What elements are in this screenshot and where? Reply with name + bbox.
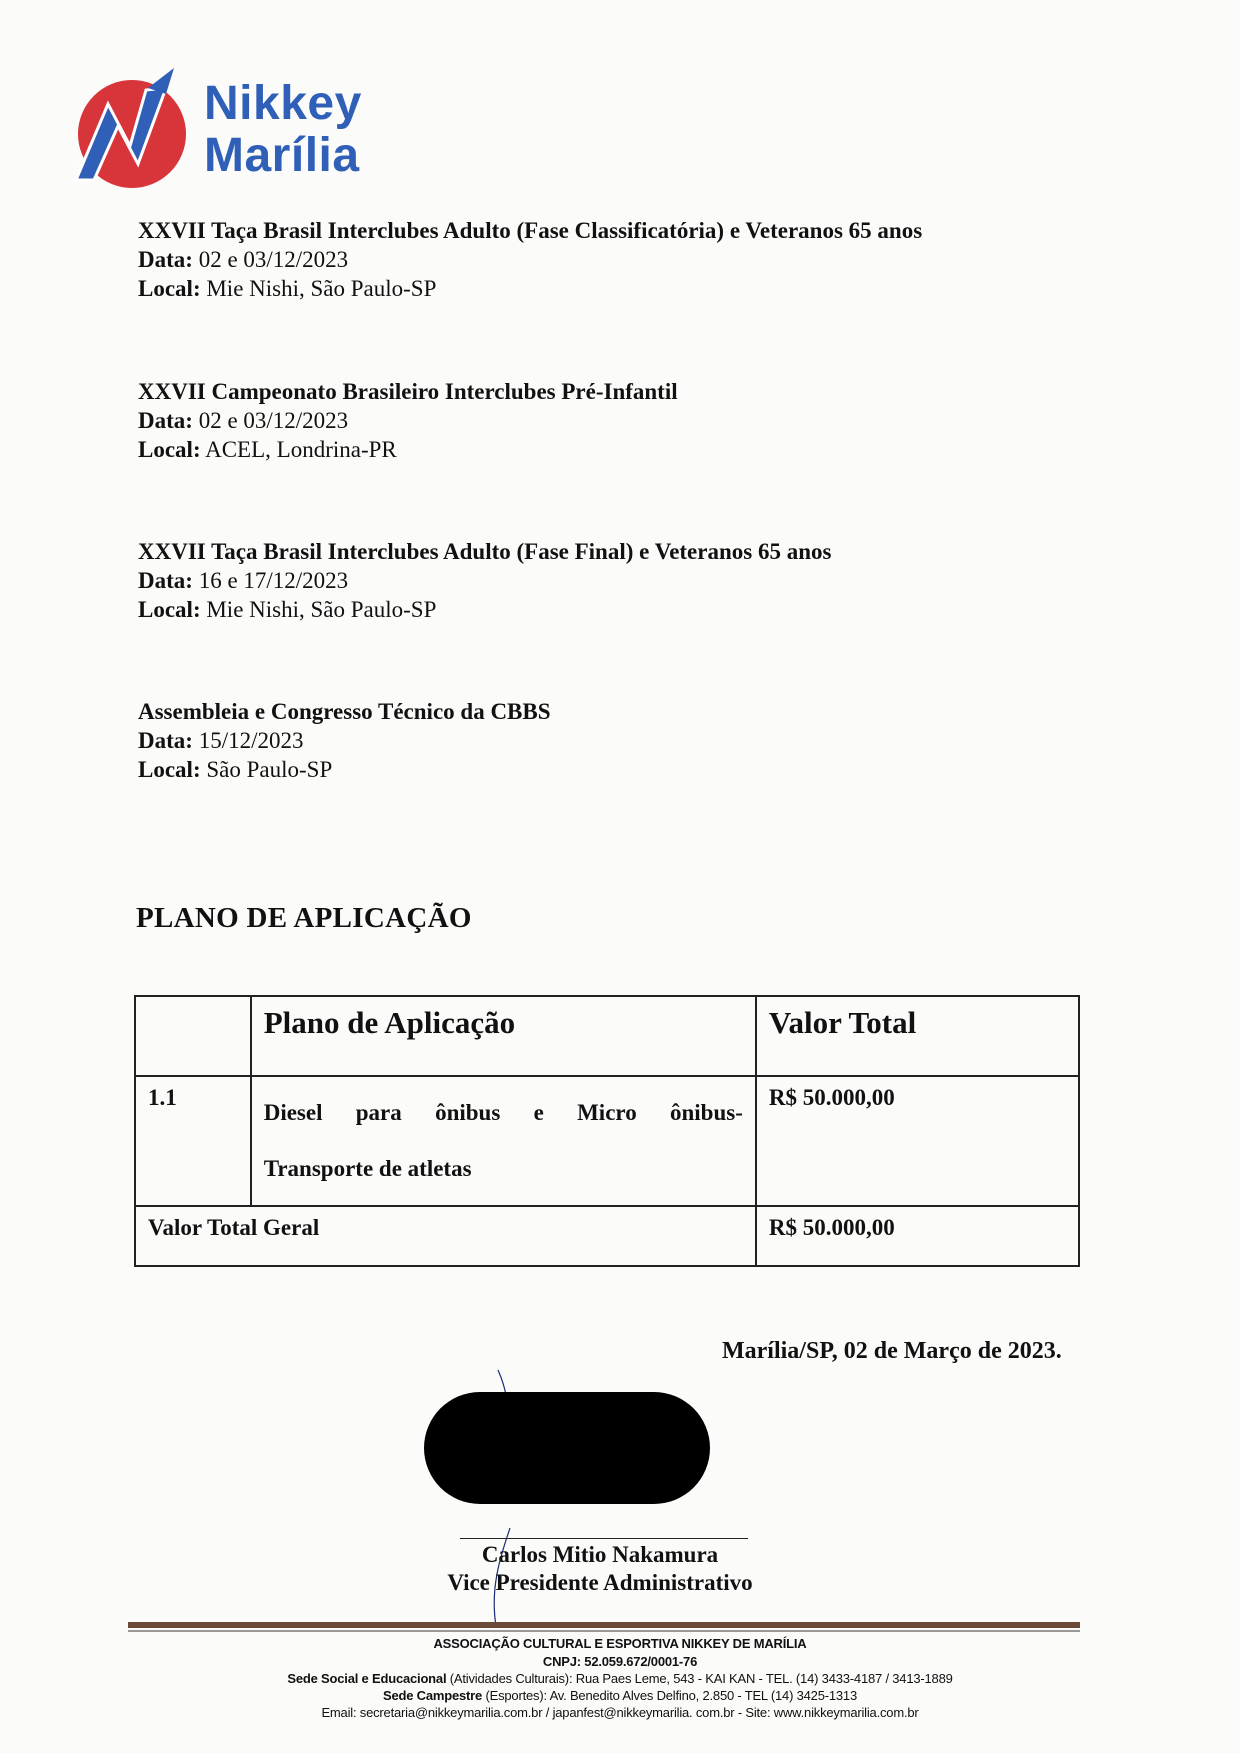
desc-word: e (533, 1100, 544, 1125)
signer-name: Carlos Mitio Nakamura (481, 1542, 719, 1567)
desc-word: Diesel (263, 1100, 323, 1125)
item-description (251, 1076, 756, 1206)
event-block (138, 377, 678, 464)
header-cell-plan: Plano de Aplicação (251, 996, 756, 1076)
event-date: 16 e 17/12/2023 (198, 568, 349, 593)
footer-divider (128, 1622, 1080, 1628)
data-label: Data: (138, 408, 193, 433)
logo-emblem-icon (70, 68, 200, 198)
desc-word: para (355, 1100, 402, 1125)
item-number: 1.1 (135, 1076, 251, 1206)
signature-line (460, 1538, 748, 1539)
event-date: 15/12/2023 (198, 728, 304, 753)
data-label: Data: (138, 568, 193, 593)
description-line-2: Transporte de atletas (263, 1156, 472, 1181)
local-label: Local: (138, 757, 201, 782)
total-value: R$ 50.000,00 (756, 1206, 1079, 1266)
footer-divider-thin (128, 1630, 1080, 1632)
local-label: Local: (138, 276, 201, 301)
table-total-row (135, 1206, 1079, 1266)
sede-campestre-label: Sede Campestre (382, 1688, 483, 1703)
local-label: Local: (138, 437, 201, 462)
event-block (138, 537, 831, 624)
total-label: Valor Total Geral (135, 1206, 756, 1266)
redacted-signature (424, 1392, 710, 1504)
desc-word: ônibus (435, 1100, 501, 1125)
item-value: R$ 50.000,00 (756, 1076, 1079, 1206)
header-cell-value: Valor Total (756, 996, 1079, 1076)
event-location: ACEL, Londrina-PR (205, 437, 397, 462)
event-location: Mie Nishi, São Paulo-SP (206, 276, 437, 301)
event-title: Assembleia e Congresso Técnico da CBBS (138, 699, 551, 724)
event-date: 02 e 03/12/2023 (198, 247, 349, 272)
table-header-row (135, 996, 1079, 1076)
date-place: Marília/SP, 02 de Março de 2023. (722, 1338, 1062, 1364)
sede-social-text: (Atividades Culturais): Rua Paes Leme, 543 - KAI KAN - TEL. (14) 3433-4187 / 3413-1889 (449, 1671, 953, 1686)
footer-contact: Email: secretaria@nikkeymarilia.com.br / japanfest@nikkeymarilia. com.br - Site: www.nikkeymarilia.com.br (321, 1705, 919, 1720)
nikkey-marilia-logo (70, 68, 390, 198)
signer-role: Vice Presidente Administrativo (447, 1570, 753, 1595)
header-cell-empty (135, 996, 251, 1076)
table-row (135, 1076, 1079, 1206)
event-block (138, 697, 551, 784)
logo-word-marilia: Marília (204, 129, 360, 182)
desc-word: ônibus- (670, 1100, 743, 1125)
sede-social-label: Sede Social e Educacional (287, 1671, 447, 1686)
footer-sede-campestre (0, 1688, 1240, 1703)
event-location: Mie Nishi, São Paulo-SP (206, 597, 437, 622)
event-location: São Paulo-SP (206, 757, 333, 782)
local-label: Local: (138, 597, 201, 622)
footer-org-name: ASSOCIAÇÃO CULTURAL E ESPORTIVA NIKKEY DE MARÍLIA (433, 1636, 807, 1651)
event-date: 02 e 03/12/2023 (198, 408, 349, 433)
event-title: XXVII Taça Brasil Interclubes Adulto (Fase Classificatória) e Veteranos 65 anos (138, 218, 923, 243)
sede-campestre-text: (Esportes): Av. Benedito Alves Delfino, 2.850 - TEL (14) 3425-1313 (485, 1688, 857, 1703)
plan-heading: PLANO DE APLICAÇÃO (136, 902, 472, 934)
footer-cnpj: CNPJ: 52.059.672/0001-76 (542, 1654, 698, 1669)
plan-table (134, 995, 1080, 1267)
logo-word-nikkey: Nikkey (204, 77, 362, 130)
event-title: XXVII Taça Brasil Interclubes Adulto (Fase Final) e Veteranos 65 anos (138, 539, 832, 564)
description-line-1 (264, 1085, 743, 1141)
data-label: Data: (138, 247, 193, 272)
footer-sede-social (0, 1671, 1240, 1686)
event-title: XXVII Campeonato Brasileiro Interclubes Pré-Infantil (138, 379, 678, 404)
data-label: Data: (138, 728, 193, 753)
desc-word: Micro (577, 1100, 637, 1125)
event-block (138, 216, 922, 303)
